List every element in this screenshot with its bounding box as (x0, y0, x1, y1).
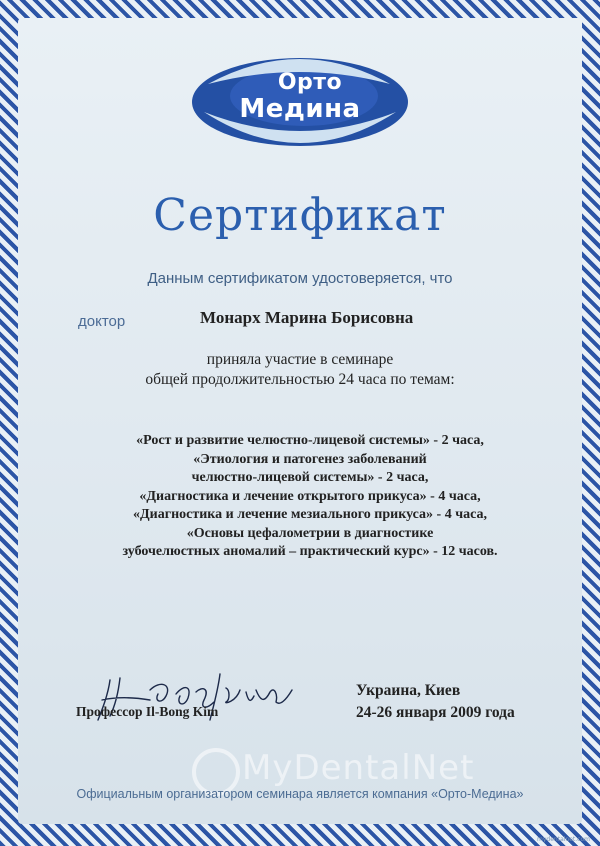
site-url: mydentalnet.com (537, 836, 590, 843)
logo-text-medina: Медина (239, 94, 361, 124)
organizer-footer: Официальным организатором семинара является компания «Орто-Медина» (76, 787, 524, 801)
participation-text (0, 350, 600, 390)
topic-line: «Диагностика и лечение мезиального прикуса» - 4 часа, (133, 507, 487, 522)
orto-medina-logo (190, 54, 410, 150)
event-dates: 24-26 января 2009 года (356, 704, 515, 721)
topic-line: «Диагностика и лечение открытого прикуса» - 4 часа, (139, 488, 481, 504)
topic-line: зубочелюстных аномалий – практический курс» - 12 часов. (122, 544, 498, 559)
logo-text-orto: Орто (277, 70, 343, 95)
recipient-name: Монарх Марина Борисовна (200, 308, 414, 327)
event-location (356, 680, 515, 724)
watermark: MyDentalNet (242, 748, 475, 788)
participation-line-2: общей продолжительностью 24 часа по темам: (145, 371, 455, 388)
topic-line: челюстно-лицевой системы» - 2 часа, (191, 470, 429, 485)
certificate-title: Сертификат (153, 190, 447, 241)
topics-list (60, 432, 560, 562)
topic-line: «Основы цефалометрии в диагностике (186, 525, 434, 541)
topic-line: «Рост и развитие челюстно-лицевой системы» - 2 часа, (136, 433, 484, 448)
professor-signature-label: Профессор Il-Bong Kim (76, 704, 219, 719)
topic-line: «Этиология и патогенез заболеваний (193, 451, 427, 467)
recipient-prefix: доктор (78, 313, 126, 330)
participation-line-1: приняла участие в семинаре (206, 351, 394, 368)
certificate-subtitle: Данным сертификатом удостоверяется, что (147, 270, 453, 287)
event-place: Украина, Киев (356, 682, 461, 699)
